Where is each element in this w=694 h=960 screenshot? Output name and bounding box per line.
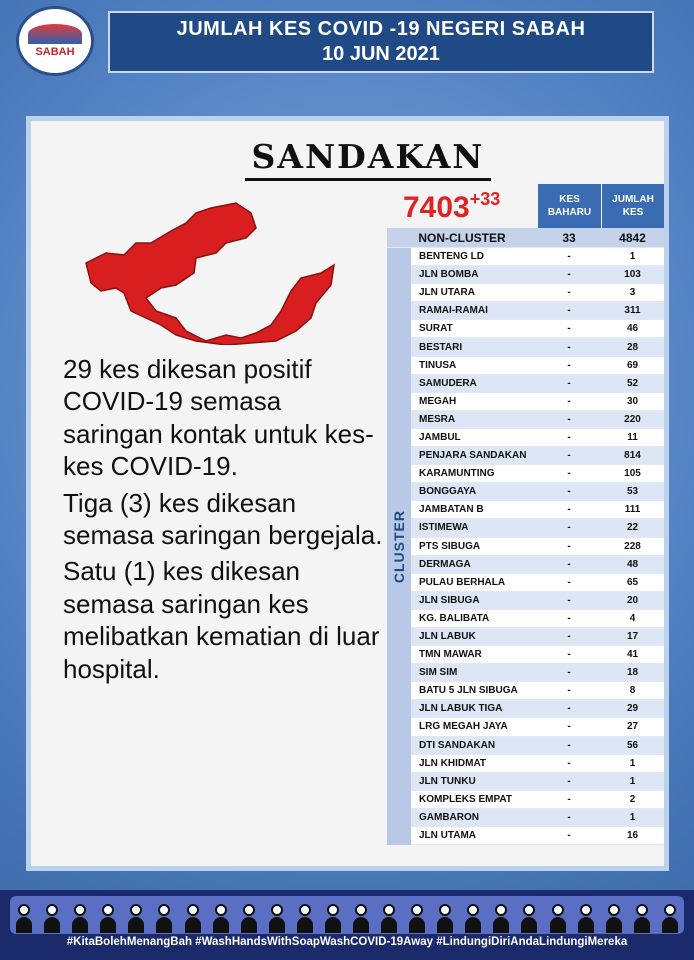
logo-emblem-icon: [28, 24, 82, 44]
cluster-total-cases: 8: [601, 682, 664, 700]
cluster-total-cases: 18: [601, 664, 664, 682]
table-row: [411, 320, 664, 338]
cluster-new-cases: -: [537, 519, 601, 537]
cluster-new-cases: -: [537, 827, 601, 845]
frontliner-icon: [521, 904, 537, 934]
cluster-name: SURAT: [411, 320, 537, 338]
frontliner-icon: [465, 904, 481, 934]
table-row: [411, 737, 664, 755]
cluster-new-cases: -: [537, 302, 601, 320]
cluster-new-cases: -: [537, 682, 601, 700]
cluster-section: [387, 248, 664, 845]
cluster-total-cases: 29: [601, 700, 664, 718]
cluster-name: BATU 5 JLN SIBUGA: [411, 682, 537, 700]
table-row: [411, 501, 664, 519]
cluster-total-cases: 53: [601, 483, 664, 501]
cluster-total-cases: 30: [601, 393, 664, 411]
table-row: [411, 610, 664, 628]
table-row: [411, 284, 664, 302]
page-date: 10 JUN 2021: [322, 43, 440, 65]
cluster-name: PENJARA SANDAKAN: [411, 447, 537, 465]
cluster-total-cases: 2: [601, 791, 664, 809]
frontliner-icon: [634, 904, 650, 934]
cluster-new-cases: -: [537, 556, 601, 574]
logo-text: SABAH: [35, 46, 75, 58]
frontliner-icon: [325, 904, 341, 934]
narrative-paragraph-2: Tiga (3) kes dikesan semasa saringan bergejala.: [63, 487, 383, 551]
content-panel: [26, 116, 669, 871]
frontliner-icons: [10, 896, 684, 934]
table-row: [411, 755, 664, 773]
cluster-label-text: CLUSTER: [391, 509, 407, 584]
cluster-new-cases: -: [537, 411, 601, 429]
narrative-paragraph-3: Satu (1) kes dikesan semasa saringan kes melibatkan kematian di luar hospital.: [63, 556, 380, 684]
cluster-side-label: [387, 248, 411, 845]
cluster-total-cases: 1: [601, 773, 664, 791]
cluster-name: GAMBARON: [411, 809, 537, 827]
frontliner-icon: [72, 904, 88, 934]
cluster-total-cases: 220: [601, 411, 664, 429]
cluster-total-cases: 3: [601, 284, 664, 302]
frontliner-icon: [409, 904, 425, 934]
sabah-logo: [16, 6, 94, 76]
table-row: [411, 664, 664, 682]
cluster-new-cases: -: [537, 375, 601, 393]
table-row: [411, 519, 664, 537]
cluster-name: JLN UTAMA: [411, 827, 537, 845]
cluster-name: MESRA: [411, 411, 537, 429]
cluster-new-cases: -: [537, 809, 601, 827]
table-row: [411, 248, 664, 266]
cluster-total-cases: 41: [601, 646, 664, 664]
frontliner-icon: [353, 904, 369, 934]
table-row: [411, 266, 664, 284]
table-row: [411, 592, 664, 610]
cluster-new-cases: -: [537, 447, 601, 465]
cluster-total-cases: 1: [601, 248, 664, 266]
table-row: [411, 791, 664, 809]
cluster-new-cases: -: [537, 737, 601, 755]
frontliner-icon: [269, 904, 285, 934]
cluster-new-cases: -: [537, 791, 601, 809]
cluster-total-cases: 11: [601, 429, 664, 447]
frontliner-icon: [297, 904, 313, 934]
cluster-name: SIM SIM: [411, 664, 537, 682]
cluster-name: JLN LABUK TIGA: [411, 700, 537, 718]
table-row: [411, 809, 664, 827]
cluster-new-cases: -: [537, 574, 601, 592]
table-row: [411, 375, 664, 393]
cluster-total-cases: 1: [601, 809, 664, 827]
table-row: [411, 646, 664, 664]
cluster-new-cases: -: [537, 483, 601, 501]
cluster-new-cases: -: [537, 266, 601, 284]
cluster-name: KARAMUNTING: [411, 465, 537, 483]
cluster-name: TMN MAWAR: [411, 646, 537, 664]
cluster-new-cases: -: [537, 646, 601, 664]
table-row: [411, 338, 664, 356]
cluster-new-cases: -: [537, 465, 601, 483]
table-row: [411, 302, 664, 320]
cluster-new-cases: -: [537, 248, 601, 266]
frontliner-icon: [241, 904, 257, 934]
cluster-name: JLN SIBUGA: [411, 592, 537, 610]
cluster-new-cases: -: [537, 755, 601, 773]
table-row: [411, 682, 664, 700]
cluster-name: RAMAI-RAMAI: [411, 302, 537, 320]
table-row: [411, 393, 664, 411]
cluster-new-cases: -: [537, 538, 601, 556]
cluster-name: ISTIMEWA: [411, 519, 537, 537]
cluster-new-cases: -: [537, 592, 601, 610]
frontliner-icon: [44, 904, 60, 934]
cluster-total-cases: 1: [601, 755, 664, 773]
non-cluster-row: [387, 228, 664, 248]
table-row: [411, 357, 664, 375]
frontliner-icon: [493, 904, 509, 934]
cluster-total-cases: 111: [601, 501, 664, 519]
cluster-name: JLN KHIDMAT: [411, 755, 537, 773]
frontliner-icon: [213, 904, 229, 934]
cluster-total-cases: 56: [601, 737, 664, 755]
cluster-total-cases: 814: [601, 447, 664, 465]
cluster-total-cases: 20: [601, 592, 664, 610]
narrative-paragraph-1: 29 kes dikesan positif COVID-19 semasa saringan kontak untuk kes-kes COVID-19.: [63, 354, 374, 482]
cluster-total-cases: 16: [601, 827, 664, 845]
table-row: [411, 556, 664, 574]
frontliner-icon: [156, 904, 172, 934]
footer-banner: [0, 890, 694, 960]
non-cluster-new: 33: [537, 228, 601, 248]
page-title: JUMLAH KES COVID -19 NEGERI SABAH: [176, 18, 586, 40]
cluster-total-cases: 17: [601, 628, 664, 646]
cluster-new-cases: -: [537, 284, 601, 302]
cluster-name: JLN UTARA: [411, 284, 537, 302]
cluster-new-cases: -: [537, 610, 601, 628]
case-narrative: [63, 353, 383, 689]
cluster-total-cases: 27: [601, 718, 664, 736]
table-header: [387, 178, 664, 228]
cluster-name: JLN LABUK: [411, 628, 537, 646]
cluster-total-cases: 103: [601, 266, 664, 284]
cluster-name: PULAU BERHALA: [411, 574, 537, 592]
cluster-name: SAMUDERA: [411, 375, 537, 393]
cluster-total-cases: 105: [601, 465, 664, 483]
frontliner-icon: [185, 904, 201, 934]
cluster-new-cases: -: [537, 338, 601, 356]
col-header-total: JUMLAH KES: [601, 184, 664, 228]
cluster-name: BENTENG LD: [411, 248, 537, 266]
total-cases-value: 7403: [403, 191, 470, 224]
non-cluster-total: 4842: [601, 228, 664, 248]
footer-hashtags: #KitaBolehMenangBah #WashHandsWithSoapWashCOVID-19Away #LindungiDiriAndaLindungiMereka: [66, 936, 628, 948]
col-header-new: KES BAHARU: [537, 184, 601, 228]
cluster-new-cases: -: [537, 628, 601, 646]
frontliner-icon: [437, 904, 453, 934]
cluster-total-cases: 48: [601, 556, 664, 574]
table-row: [411, 574, 664, 592]
cluster-name: BESTARI: [411, 338, 537, 356]
cluster-name: MEGAH: [411, 393, 537, 411]
cluster-name: LRG MEGAH JAYA: [411, 718, 537, 736]
page-header: [108, 11, 654, 73]
frontliner-icon: [550, 904, 566, 934]
cluster-new-cases: -: [537, 664, 601, 682]
cluster-total-cases: 46: [601, 320, 664, 338]
cluster-new-cases: -: [537, 700, 601, 718]
frontliner-icon: [128, 904, 144, 934]
area-title: SANDAKAN: [245, 137, 491, 181]
cluster-new-cases: -: [537, 501, 601, 519]
cluster-new-cases: -: [537, 393, 601, 411]
frontliner-icon: [606, 904, 622, 934]
table-row: [411, 465, 664, 483]
cluster-new-cases: -: [537, 357, 601, 375]
table-row: [411, 718, 664, 736]
cluster-new-cases: -: [537, 718, 601, 736]
cluster-name: PTS SIBUGA: [411, 538, 537, 556]
cluster-name: JAMBUL: [411, 429, 537, 447]
cluster-total-cases: 69: [601, 357, 664, 375]
sandakan-map-icon: [76, 193, 338, 345]
frontliner-icon: [16, 904, 32, 934]
non-cluster-label: NON-CLUSTER: [387, 228, 537, 248]
frontliner-icon: [100, 904, 116, 934]
cluster-total-cases: 311: [601, 302, 664, 320]
frontliner-icon: [381, 904, 397, 934]
cluster-name: BONGGAYA: [411, 483, 537, 501]
cluster-new-cases: -: [537, 773, 601, 791]
table-row: [411, 483, 664, 501]
table-row: [411, 429, 664, 447]
table-row: [411, 447, 664, 465]
cluster-name: DTI SANDAKAN: [411, 737, 537, 755]
total-new-cases: +33: [469, 189, 501, 209]
cluster-table: [387, 178, 664, 845]
cluster-total-cases: 28: [601, 338, 664, 356]
cluster-total-cases: 52: [601, 375, 664, 393]
table-row: [411, 700, 664, 718]
cluster-name: JLN BOMBA: [411, 266, 537, 284]
cluster-new-cases: -: [537, 429, 601, 447]
cluster-total-cases: 228: [601, 538, 664, 556]
cluster-total-cases: 65: [601, 574, 664, 592]
cluster-total-cases: 4: [601, 610, 664, 628]
cluster-total-cases: 22: [601, 519, 664, 537]
table-row: [411, 628, 664, 646]
cluster-name: JLN TUNKU: [411, 773, 537, 791]
cluster-rows: [411, 248, 664, 845]
table-row: [411, 827, 664, 845]
cluster-name: JAMBATAN B: [411, 501, 537, 519]
table-row: [411, 411, 664, 429]
frontliner-icon: [662, 904, 678, 934]
frontliner-icon: [578, 904, 594, 934]
cluster-name: KG. BALIBATA: [411, 610, 537, 628]
table-row: [411, 773, 664, 791]
cluster-new-cases: -: [537, 320, 601, 338]
cluster-name: KOMPLEKS EMPAT: [411, 791, 537, 809]
cluster-name: DERMAGA: [411, 556, 537, 574]
cluster-name: TINUSA: [411, 357, 537, 375]
table-row: [411, 538, 664, 556]
